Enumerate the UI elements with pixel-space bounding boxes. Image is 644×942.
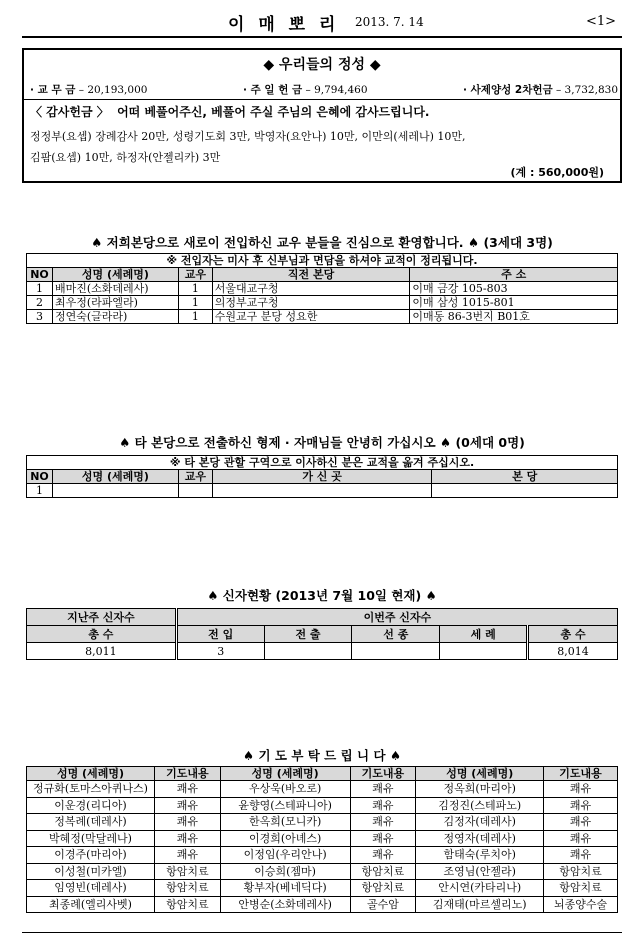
col-header: 성명 (세례명) xyxy=(220,767,350,781)
col-header: 전 입 xyxy=(176,626,264,643)
table-row: 1 xyxy=(27,484,618,498)
col-header: 기도내용 xyxy=(350,767,416,781)
table-row: 정규화(토마스아퀴나스) 쾌유 우상욱(바오로) 쾌유 정옥희(마리아) 쾌유 xyxy=(27,781,618,798)
departures-table xyxy=(26,455,618,498)
prayer-heading: ♠ 기 도 부 탁 드 립 니 다 ♠ xyxy=(242,748,402,763)
col-header: 선 종 xyxy=(352,626,440,643)
col-header: NO xyxy=(27,470,53,484)
table-row: 정복례(데레사) 쾌유 한옥희(모니카) 쾌유 김정자(데레사) 쾌유 xyxy=(27,814,618,831)
offering-item: · 교 무 금 – 20,193,000 xyxy=(30,84,148,96)
table-row: 이경주(마리아) 쾌유 이정임(우리안나) 쾌유 함태숙(루치아) 쾌유 xyxy=(27,847,618,864)
offering-title: ◆ 우리들의 정성 ◆ xyxy=(263,57,381,73)
thanks-donors: 정정부(요셉) 장례감사 20만, 성령기도회 3만, 박영자(요안나) 10만, 이만의(세레나) 10만, 김팜(요셉) 10만, 하정자(안젤리카) 3만 xyxy=(30,130,466,164)
table-row: 최종례(엘리사벳) 항암치료 안병순(소화데레사) 골수암 김재태(마르셀리노) 뇌종양수술 xyxy=(27,896,618,913)
col-header: 총 수 xyxy=(27,626,177,643)
last-week-label: 지난주 신자수 xyxy=(27,609,177,626)
table-row: 3 정연숙(글라라) 1 수원교구 분당 성요한 이매동 86-3번지 B01호 xyxy=(27,310,618,324)
col-header: NO xyxy=(27,268,53,282)
header-rule xyxy=(22,36,622,38)
status-heading: ♠ 신자현황 (2013년 7월 10일 현재) ♠ xyxy=(207,588,437,603)
bulletin-date: 2013. 7. 14 xyxy=(355,15,424,29)
this-week-label: 이번주 신자수 xyxy=(176,609,617,626)
col-header: 세 례 xyxy=(440,626,528,643)
newcomers-table xyxy=(26,253,618,324)
col-header: 총 수 xyxy=(528,626,618,643)
table-row: 이운경(리디아) 쾌유 윤향영(스테파니아) 쾌유 김정진(스테파노) 쾌유 xyxy=(27,797,618,814)
col-header: 가 신 곳 xyxy=(212,470,432,484)
table-row: 박혜정(막달레나) 쾌유 이경희(아녜스) 쾌유 정영자(데레사) 쾌유 xyxy=(27,830,618,847)
page-number: <1> xyxy=(585,14,616,29)
col-header: 성명 (세례명) xyxy=(52,268,178,282)
prayer-table xyxy=(26,766,618,913)
table-row: 2 최우정(라파엘라) 1 의정부교구청 이매 삼성 1015-801 xyxy=(27,296,618,310)
page-header xyxy=(22,6,622,40)
thanks-total: (계 : 560,000원) xyxy=(510,166,604,179)
col-header: 기도내용 xyxy=(154,767,220,781)
offering-item: · 사제양성 2차헌금 – 3,732,830 xyxy=(463,84,618,96)
bulletin-title: 이 매 뽀 리 xyxy=(228,15,340,35)
table-row: 1 배마진(소화데레사) 1 서울대교구청 이매 금강 105-803 xyxy=(27,282,618,296)
col-header: 주 소 xyxy=(410,268,618,282)
footer-rule xyxy=(22,932,622,933)
col-header: 기도내용 xyxy=(544,767,618,781)
offering-item: · 주 일 헌 금 – 9,794,460 xyxy=(242,84,368,96)
offering-box xyxy=(22,48,622,183)
table-row: 8,011 3 8,014 xyxy=(27,643,618,660)
status-table xyxy=(26,608,618,660)
col-header: 교우 xyxy=(178,268,212,282)
thanks-heading: 〈 감사헌금 〉 어떠 베풀어주신, 베풀어 주실 주님의 은혜에 감사드립니다. xyxy=(30,105,430,119)
table-row: 이성철(미카엘) 항암치료 이승희(젬마) 항암치료 조영님(안젤라) 항암치료 xyxy=(27,863,618,880)
departures-note: ※ 타 본당 관할 구역으로 이사하신 분은 교적을 옮겨 주십시오. xyxy=(27,456,618,470)
col-header: 성명 (세례명) xyxy=(27,767,155,781)
offering-divider xyxy=(24,99,620,100)
col-header: 본 당 xyxy=(432,470,618,484)
col-header: 전 출 xyxy=(264,626,352,643)
col-header: 성명 (세례명) xyxy=(416,767,544,781)
table-row: 임영빈(데레사) 항암치료 황부자(베네딕다) 항암치료 안시연(카타리나) 항암치료 xyxy=(27,880,618,897)
col-header: 성명 (세례명) xyxy=(52,470,178,484)
newcomers-note: ※ 전입자는 미사 후 신부님과 면담을 하셔야 교적이 정리됩니다. xyxy=(27,254,618,268)
departures-heading: ♠ 타 본당으로 전출하신 형제 · 자매님들 안녕히 가십시오 ♠ (0세대 0명) xyxy=(119,435,525,450)
offering-summary xyxy=(30,82,618,97)
col-header: 교우 xyxy=(178,470,212,484)
col-header: 직전 본당 xyxy=(212,268,410,282)
newcomers-heading: ♠ 저희본당으로 새로이 전입하신 교우 분들을 진심으로 환영합니다. ♠ (3세대 3명) xyxy=(91,235,553,250)
